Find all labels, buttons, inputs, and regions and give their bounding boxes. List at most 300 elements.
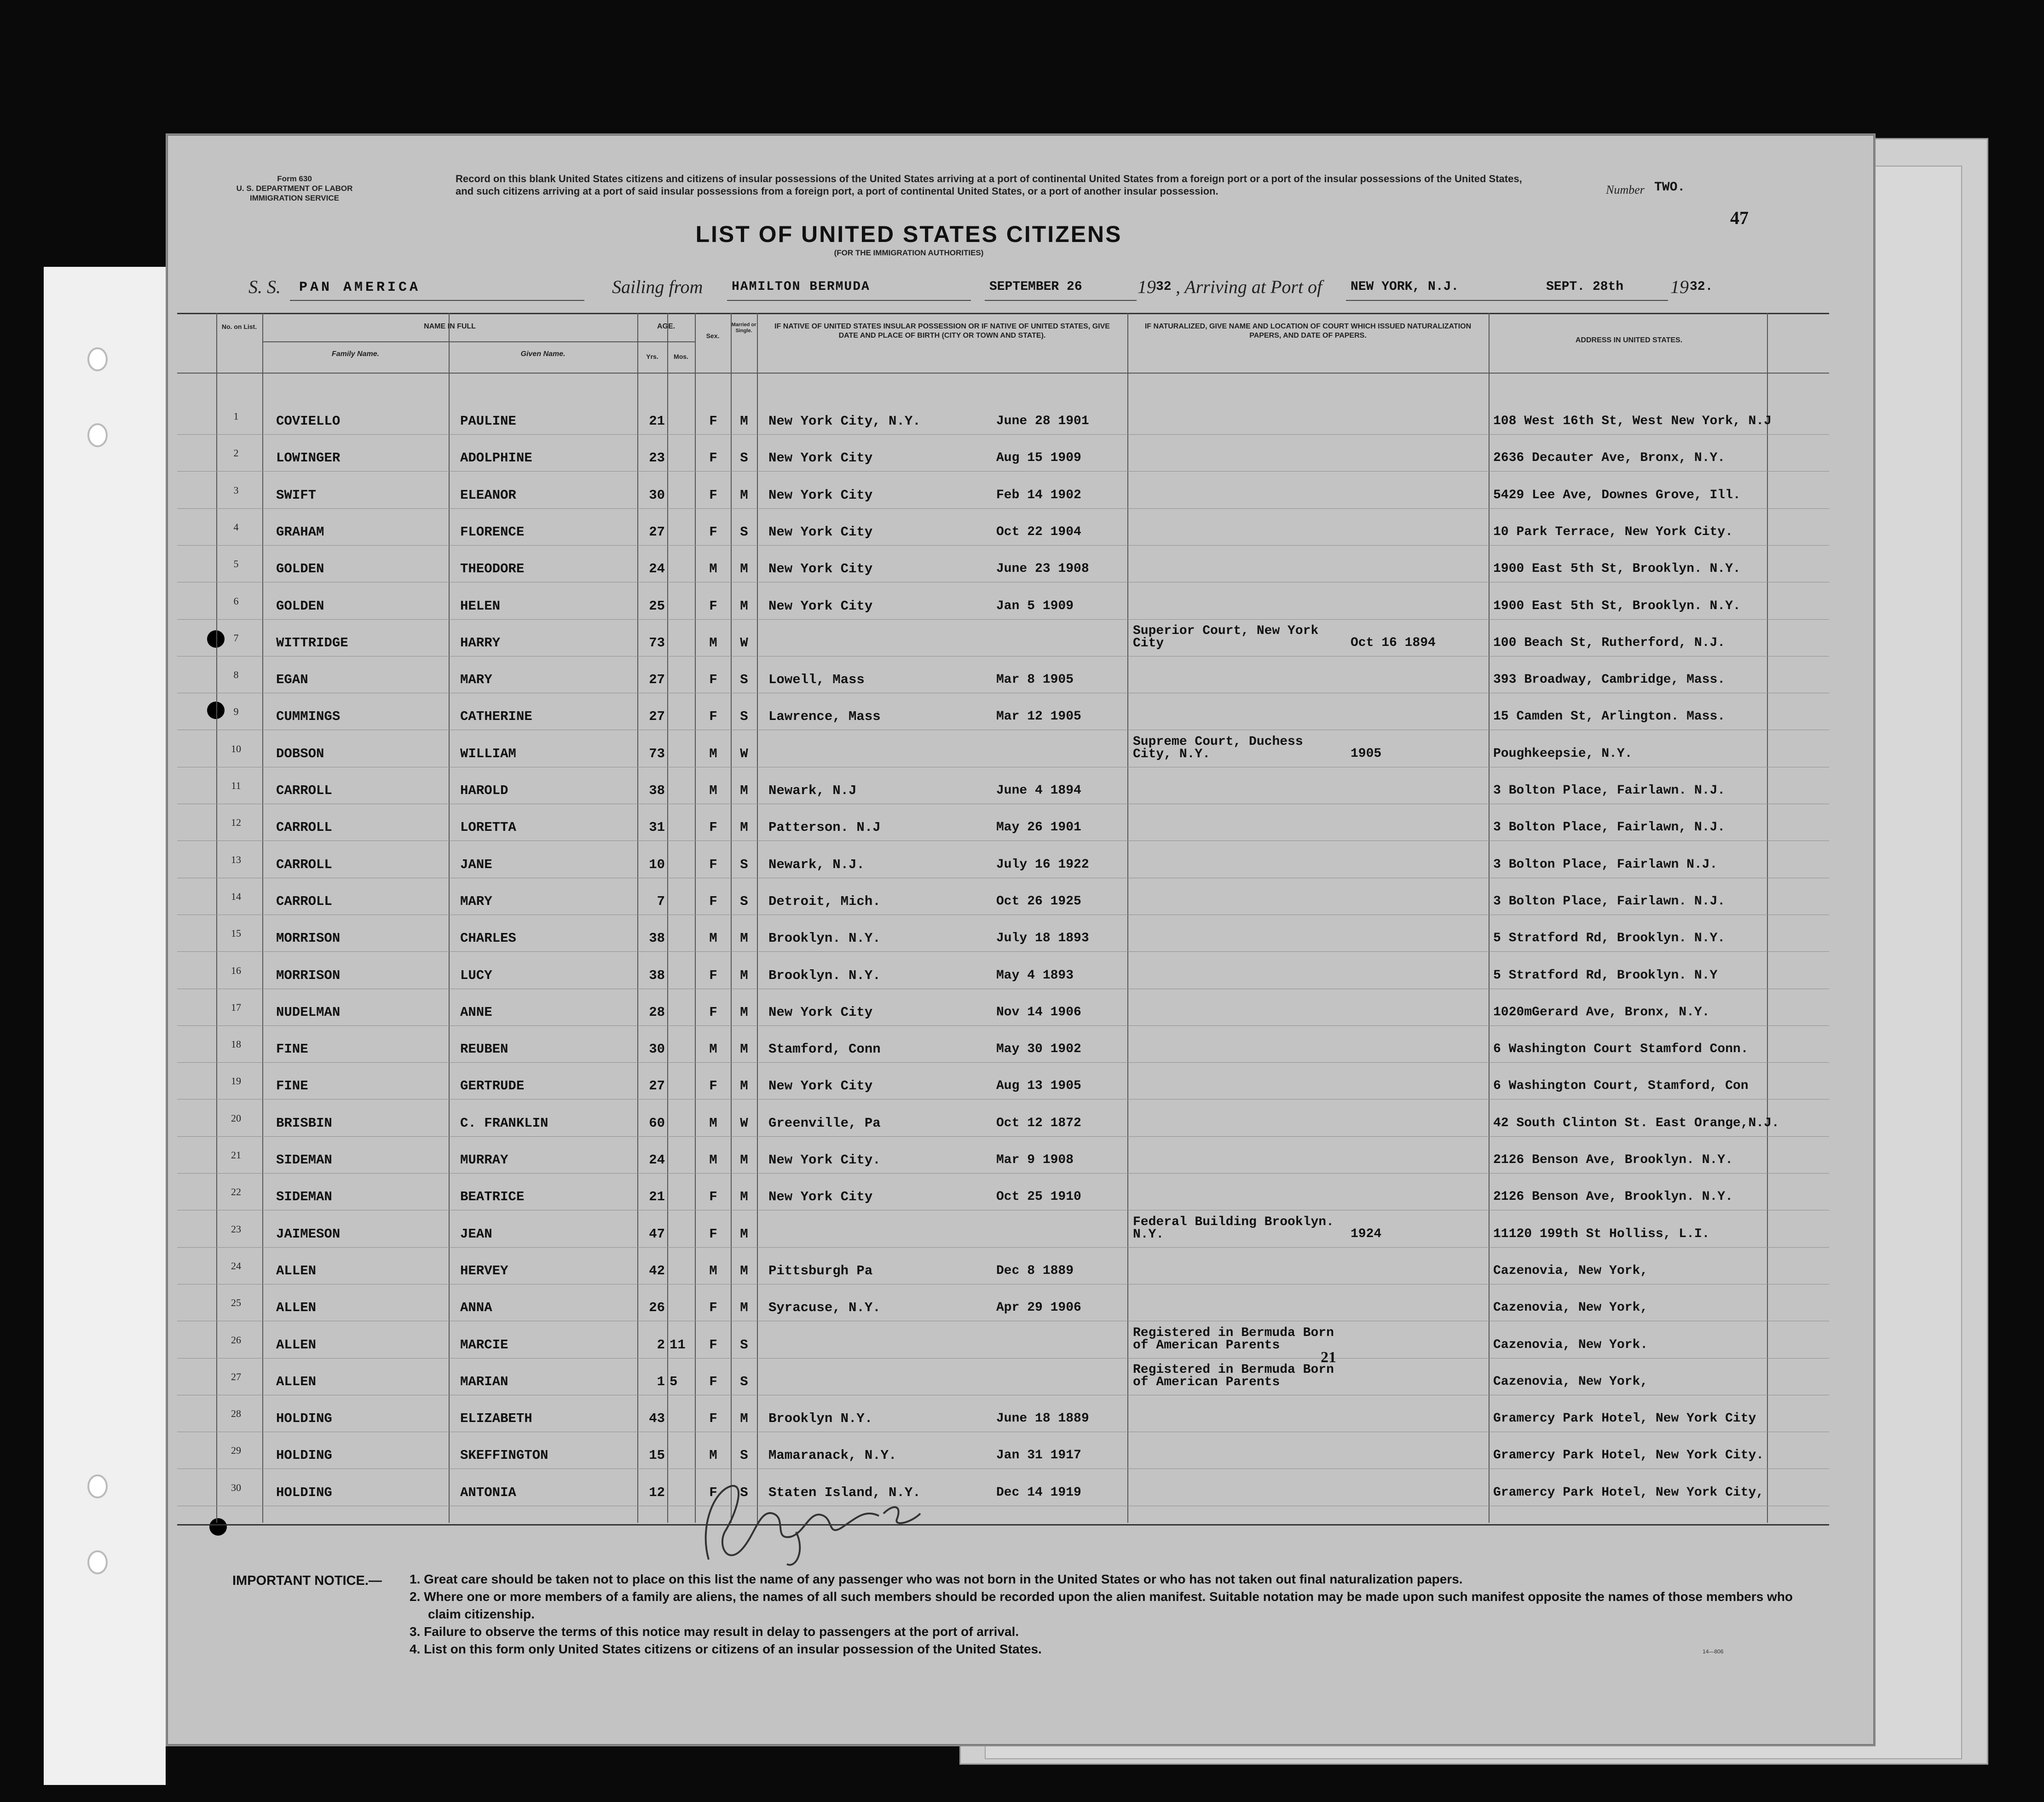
sex: M (709, 1448, 717, 1463)
age-years: 21 (649, 414, 665, 429)
binder-hole (87, 347, 108, 371)
family-name: ALLEN (276, 1374, 317, 1389)
age-years: 25 (649, 598, 665, 614)
family-name: HOLDING (276, 1448, 332, 1463)
birth-place: New York City (768, 1004, 873, 1020)
sex: F (709, 1226, 717, 1242)
given-name: ELEANOR (460, 487, 516, 503)
row-number: 23 (231, 1223, 241, 1235)
address: Cazenovia, New York, (1493, 1374, 1648, 1389)
family-name: SIDEMAN (276, 1152, 332, 1168)
given-name: GERTRUDE (460, 1078, 525, 1094)
row-number: 13 (231, 853, 241, 865)
address: 2126 Benson Ave, Brooklyn. N.Y. (1493, 1153, 1733, 1167)
birth-date: Oct 22 1904 (996, 524, 1081, 539)
row-number: 15 (231, 927, 241, 939)
naturalization-court: Registered in Bermuda Born of American Parents (1133, 1325, 1334, 1353)
given-name: MURRAY (460, 1152, 508, 1168)
department: U. S. DEPARTMENT OF LABOR (236, 184, 353, 193)
age-months: 11 (670, 1337, 686, 1353)
sex: F (709, 1485, 717, 1500)
binder-hole (87, 1550, 108, 1574)
age-years: 1 (657, 1374, 665, 1389)
given-name: ELIZABETH (460, 1411, 532, 1427)
address: 5 Stratford Rd, Brooklyn. N.Y. (1493, 931, 1726, 946)
row-rule (177, 1247, 1829, 1248)
row-rule (177, 434, 1829, 435)
rule (727, 300, 971, 301)
birth-date: Apr 29 1906 (996, 1301, 1081, 1315)
marital-status: M (740, 598, 748, 614)
row-rule (177, 619, 1829, 620)
age-years: 15 (649, 1448, 665, 1463)
row-number: 14 (231, 890, 241, 902)
naturalization-date: 1905 (1351, 746, 1382, 761)
notice-label: IMPORTANT NOTICE.— (232, 1573, 382, 1588)
age-years: 26 (649, 1300, 665, 1316)
birth-date: May 4 1893 (996, 968, 1074, 983)
address: 1900 East 5th St, Brooklyn. N.Y. (1493, 562, 1741, 576)
row-number: 7 (233, 632, 239, 644)
birth-date: Mar 12 1905 (996, 709, 1081, 724)
header-rule (177, 373, 1829, 374)
row-number: 6 (233, 595, 239, 607)
age-months: 5 (670, 1374, 678, 1389)
column-divider (667, 313, 668, 1523)
sex: F (709, 893, 717, 909)
sex: F (709, 967, 717, 983)
column-divider (1127, 313, 1128, 1523)
birth-place: Patterson. N.J (768, 820, 881, 835)
column-divider (1767, 313, 1768, 1523)
sex: F (709, 1189, 717, 1205)
sex: M (709, 1115, 717, 1131)
marital-status: S (740, 450, 748, 466)
age-years: 10 (649, 857, 665, 872)
column-header-yrs: Yrs. (646, 353, 658, 360)
address: 3 Bolton Place, Fairlawn. N.J. (1493, 783, 1726, 798)
notice-item-3: 3. Failure to observe the terms of this notice may result in delay to passengers at the port of arrival. (410, 1624, 1019, 1639)
family-name: CUMMINGS (276, 709, 341, 725)
age-years: 47 (649, 1226, 665, 1242)
age-years: 27 (649, 1078, 665, 1094)
row-number: 28 (231, 1408, 241, 1420)
given-name: MARCIE (460, 1337, 508, 1353)
given-name: WILLIAM (460, 746, 516, 761)
marital-status: S (740, 672, 748, 688)
naturalization-date: Oct 16 1894 (1351, 635, 1436, 650)
given-name: CHARLES (460, 931, 516, 946)
row-rule (177, 1136, 1829, 1137)
page-number: 47 (1730, 207, 1749, 228)
sex: F (709, 1300, 717, 1316)
given-name: JANE (460, 857, 492, 872)
family-name: ALLEN (276, 1337, 317, 1353)
marital-status: S (740, 524, 748, 540)
birth-place: New York City (768, 561, 873, 577)
given-name: MARY (460, 672, 492, 688)
row-rule (177, 1099, 1829, 1100)
marital-status: W (740, 1115, 748, 1131)
birth-date: Mar 9 1908 (996, 1153, 1074, 1167)
address: 6 Washington Court, Stamford, Con (1493, 1079, 1749, 1094)
family-name: CARROLL (276, 820, 332, 835)
birth-place: New York City (768, 487, 873, 503)
birth-place: Stamford, Conn (768, 1042, 881, 1057)
family-name: CARROLL (276, 783, 332, 798)
address: 100 Beach St, Rutherford, N.J. (1493, 635, 1726, 650)
marital-status: M (740, 561, 748, 577)
address: 11120 199th St Holliss, L.I. (1493, 1226, 1710, 1241)
rule (290, 300, 584, 301)
sex: M (709, 1263, 717, 1278)
column-header-marital: Married or Single. (731, 322, 756, 334)
column-header-no: No. on List. (221, 323, 257, 330)
sailing-from-label: Sailing from (612, 276, 703, 297)
birth-date: Jan 5 1909 (996, 599, 1074, 613)
row-number: 10 (231, 743, 241, 754)
row-number: 27 (231, 1370, 241, 1382)
marital-status: S (740, 1485, 748, 1500)
naturalization-date: 1924 (1351, 1226, 1382, 1241)
column-divider (757, 313, 758, 1523)
marital-status: M (740, 1189, 748, 1205)
given-name: LUCY (460, 967, 492, 983)
naturalization-court: Registered in Bermuda Born of American Parents (1133, 1362, 1334, 1389)
sex: F (709, 414, 717, 429)
sex: F (709, 857, 717, 872)
row-number: 1 (233, 410, 239, 422)
row-number: 29 (231, 1445, 241, 1457)
column-divider (216, 313, 217, 1523)
sex: M (709, 746, 717, 761)
birth-date: Nov 14 1906 (996, 1005, 1081, 1019)
birth-place: Newark, N.J (768, 783, 857, 798)
given-name: ANNE (460, 1004, 492, 1020)
year-prefix: 19 (1137, 276, 1156, 297)
family-name: HOLDING (276, 1485, 332, 1500)
arrival-date: SEPT. 28th (1546, 280, 1624, 294)
column-header-sex: Sex. (706, 332, 720, 340)
marital-status: M (740, 1300, 748, 1316)
arriving-label: , Arriving at Port of (1176, 276, 1322, 297)
marital-status: S (740, 893, 748, 909)
birth-place: Staten Island, N.Y. (768, 1485, 921, 1500)
birth-place: Pittsburgh Pa (768, 1263, 873, 1278)
given-name: MARIAN (460, 1374, 508, 1389)
handwritten-signature (681, 1472, 939, 1573)
column-divider (695, 313, 696, 1523)
print-code: 14—806 (1703, 1648, 1724, 1655)
given-name: HELEN (460, 598, 501, 614)
column-header-birth: IF NATIVE OF UNITED STATES INSULAR POSSESSION OR IF NATIVE OF UNITED STATES, GIVE DATE AND PLACE OF BIRTH (CITY OR TOWN AND STATE). (774, 322, 1110, 340)
birth-place: New York City (768, 1189, 873, 1205)
family-name: HOLDING (276, 1411, 332, 1427)
age-years: 27 (649, 709, 665, 725)
row-number: 18 (231, 1038, 241, 1050)
family-name: DOBSON (276, 746, 324, 761)
age-years: 12 (649, 1485, 665, 1500)
marital-status: M (740, 783, 748, 798)
birth-date: May 26 1901 (996, 820, 1081, 835)
age-years: 30 (649, 1042, 665, 1057)
notice-item-2: 2. Where one or more members of a family are aliens, the names of all such members should be recorded upon the alien manifest. Suitable notation may be made upon such manifest opposite the names of those members who claim citizenship. (410, 1589, 1793, 1621)
binder-hole (87, 1474, 108, 1498)
row-rule (177, 1025, 1829, 1026)
marital-status: M (740, 1152, 748, 1168)
sex: M (709, 931, 717, 946)
address: 5 Stratford Rd, Brooklyn. N.Y (1493, 968, 1718, 983)
form-identifier (221, 174, 368, 203)
marital-status: M (740, 1078, 748, 1094)
row-number: 8 (233, 669, 239, 681)
age-years: 42 (649, 1263, 665, 1278)
birth-date: Oct 26 1925 (996, 894, 1081, 909)
row-rule (177, 545, 1829, 546)
annotation: 21 (1321, 1349, 1336, 1366)
birth-date: Oct 12 1872 (996, 1116, 1081, 1130)
family-name: GOLDEN (276, 561, 324, 577)
sex: F (709, 487, 717, 503)
row-number: 12 (231, 817, 241, 829)
address: 1020mGerard Ave, Bronx, N.Y. (1493, 1005, 1710, 1019)
rule (985, 300, 1137, 301)
birth-date: May 30 1902 (996, 1042, 1081, 1057)
age-years: 73 (649, 635, 665, 651)
age-years: 38 (649, 783, 665, 798)
row-number: 20 (231, 1112, 241, 1124)
row-number: 30 (231, 1481, 241, 1493)
given-name: HARRY (460, 635, 501, 651)
sex: F (709, 709, 717, 725)
birth-date: July 18 1893 (996, 931, 1089, 946)
birth-place: New York City, N.Y. (768, 414, 921, 429)
naturalization-court: Federal Building Brooklyn. N.Y. (1133, 1215, 1334, 1242)
age-years: 38 (649, 931, 665, 946)
family-name: GOLDEN (276, 598, 324, 614)
header-rule (637, 341, 695, 342)
birth-place: Greenville, Pa (768, 1115, 881, 1131)
birth-place: Brooklyn. N.Y. (768, 931, 881, 946)
notice-item-4: 4. List on this form only United States citizens or citizens of an insular possession of the United States. (410, 1642, 1042, 1656)
age-years: 60 (649, 1115, 665, 1131)
birth-place: Syracuse, N.Y. (768, 1300, 881, 1316)
rule (1346, 300, 1668, 301)
column-divider (1489, 313, 1490, 1523)
family-name: GRAHAM (276, 524, 324, 540)
year-suffix: 32. (1690, 280, 1713, 294)
family-name: ALLEN (276, 1300, 317, 1316)
sex: M (709, 561, 717, 577)
given-name: FLORENCE (460, 524, 525, 540)
age-years: 7 (657, 893, 665, 909)
address: Cazenovia, New York, (1493, 1263, 1648, 1278)
age-years: 21 (649, 1189, 665, 1205)
birth-place: New York City. (768, 1152, 881, 1168)
given-name: ANNA (460, 1300, 492, 1316)
birth-date: July 16 1922 (996, 857, 1089, 872)
birth-place: Brooklyn N.Y. (768, 1411, 873, 1427)
age-years: 38 (649, 967, 665, 983)
birth-date: Oct 25 1910 (996, 1190, 1081, 1204)
age-years: 24 (649, 1152, 665, 1168)
notice-list (410, 1571, 1813, 1658)
marital-status: M (740, 1411, 748, 1427)
address: Cazenovia, New York. (1493, 1337, 1648, 1352)
age-years: 28 (649, 1004, 665, 1020)
year-prefix: 19 (1670, 276, 1689, 297)
marital-status: S (740, 1374, 748, 1389)
column-header-given: Given Name. (520, 350, 566, 358)
family-name: WITTRIDGE (276, 635, 348, 651)
address: Poughkeepsie, N.Y. (1493, 746, 1633, 761)
birth-place: Lowell, Mass (768, 672, 865, 688)
row-number: 17 (231, 1001, 241, 1013)
row-number: 26 (231, 1334, 241, 1346)
sex: F (709, 1004, 717, 1020)
address: 15 Camden St, Arlington. Mass. (1493, 709, 1726, 724)
birth-date: Aug 15 1909 (996, 451, 1081, 466)
marital-status: S (740, 1448, 748, 1463)
family-name: EGAN (276, 672, 308, 688)
given-name: MARY (460, 893, 492, 909)
marital-status: M (740, 1042, 748, 1057)
naturalization-court: Superior Court, New York City (1133, 623, 1319, 651)
row-number: 21 (231, 1149, 241, 1161)
sex: M (709, 635, 717, 651)
given-name: HERVEY (460, 1263, 508, 1278)
birth-date: June 18 1889 (996, 1411, 1089, 1426)
address: 108 West 16th St, West New York, N.J (1493, 414, 1772, 428)
birth-place: Brooklyn. N.Y. (768, 967, 881, 983)
marital-status: M (740, 820, 748, 835)
family-name: SWIFT (276, 487, 317, 503)
address: 393 Broadway, Cambridge, Mass. (1493, 673, 1726, 687)
family-name: BRISBIN (276, 1115, 332, 1131)
birth-date: Feb 14 1902 (996, 488, 1081, 502)
family-name: NUDELMAN (276, 1004, 341, 1020)
sex: F (709, 450, 717, 466)
row-number: 4 (233, 521, 239, 533)
departure-date: SEPTEMBER 26 (989, 280, 1082, 294)
given-name: C. FRANKLIN (460, 1115, 549, 1131)
age-years: 27 (649, 672, 665, 688)
age-years: 23 (649, 450, 665, 466)
birth-place: Mamaranack, N.Y. (768, 1448, 897, 1463)
number-value: TWO. (1654, 180, 1686, 195)
page-subtitle: (FOR THE IMMIGRATION AUTHORITIES) (834, 248, 984, 257)
family-name: COVIELLO (276, 414, 341, 429)
sex: M (709, 1152, 717, 1168)
column-header-name: NAME IN FULL (424, 322, 476, 330)
page-title: LIST OF UNITED STATES CITIZENS (695, 221, 1122, 247)
row-number: 25 (231, 1297, 241, 1309)
row-rule (177, 471, 1829, 472)
marital-status: M (740, 1263, 748, 1278)
age-years: 30 (649, 487, 665, 503)
address: 3 Bolton Place, Fairlawn. N.J. (1493, 894, 1726, 909)
column-header-mos: Mos. (674, 353, 688, 360)
marital-status: W (740, 746, 748, 761)
marital-status: M (740, 931, 748, 946)
sex: F (709, 1374, 717, 1389)
column-header-naturalization: IF NATURALIZED, GIVE NAME AND LOCATION OF COURT WHICH ISSUED NATURALIZATION PAPERS, AND DATE OF PAPERS. (1144, 322, 1472, 340)
address: 6 Washington Court Stamford Conn. (1493, 1042, 1749, 1057)
naturalization-court: Supreme Court, Duchess City, N.Y. (1133, 734, 1303, 761)
column-divider (449, 313, 450, 1523)
row-number: 2 (233, 447, 239, 459)
sex: M (709, 1042, 717, 1057)
birth-place: New York City (768, 1078, 873, 1094)
family-name: MORRISON (276, 931, 341, 946)
column-header-age: AGE. (657, 322, 676, 330)
address: 10 Park Terrace, New York City. (1493, 524, 1733, 539)
marital-status: M (740, 1226, 748, 1242)
age-years: 2 (657, 1337, 665, 1353)
address: 42 South Clinton St. East Orange,N.J. (1493, 1116, 1779, 1130)
given-name: HAROLD (460, 783, 508, 798)
address: Cazenovia, New York, (1493, 1301, 1648, 1315)
family-name: LOWINGER (276, 450, 341, 466)
birth-place: New York City (768, 524, 873, 540)
age-years: 27 (649, 524, 665, 540)
given-name: LORETTA (460, 820, 516, 835)
binder-hole (87, 423, 108, 447)
row-number: 19 (231, 1075, 241, 1087)
row-rule (177, 1358, 1829, 1359)
birth-place: Lawrence, Mass (768, 709, 881, 725)
address: 2636 Decauter Ave, Bronx, N.Y. (1493, 451, 1726, 466)
given-name: CATHERINE (460, 709, 532, 725)
birth-date: Jan 31 1917 (996, 1448, 1081, 1463)
column-header-family: Family Name. (331, 350, 380, 358)
ship-name: PAN AMERICA (299, 280, 421, 295)
sex: F (709, 524, 717, 540)
form-number: Form 630 (277, 174, 312, 183)
address: 1900 East 5th St, Brooklyn. N.Y. (1493, 599, 1741, 613)
family-name: FINE (276, 1042, 308, 1057)
birth-date: June 28 1901 (996, 414, 1089, 428)
row-number: 11 (231, 780, 241, 791)
given-name: ADOLPHINE (460, 450, 532, 466)
sex: F (709, 1337, 717, 1353)
given-name: PAULINE (460, 414, 516, 429)
family-name: ALLEN (276, 1263, 317, 1278)
given-name: SKEFFINGTON (460, 1448, 549, 1463)
address: Gramercy Park Hotel, New York City. (1493, 1448, 1764, 1463)
address: 3 Bolton Place, Fairlawn N.J. (1493, 857, 1718, 872)
year-suffix: 32 (1156, 280, 1172, 294)
family-name: CARROLL (276, 893, 332, 909)
column-divider (262, 313, 263, 1523)
birth-date: June 4 1894 (996, 783, 1081, 798)
row-number: 9 (233, 706, 239, 718)
service: IMMIGRATION SERVICE (250, 194, 339, 202)
arrival-port: NEW YORK, N.J. (1351, 280, 1459, 294)
sex: F (709, 672, 717, 688)
sex: F (709, 598, 717, 614)
sex: F (709, 1078, 717, 1094)
marital-status: W (740, 635, 748, 651)
marital-status: M (740, 414, 748, 429)
address: 3 Bolton Place, Fairlawn, N.J. (1493, 820, 1726, 835)
marital-status: S (740, 709, 748, 725)
marital-status: M (740, 967, 748, 983)
given-name: ANTONIA (460, 1485, 516, 1500)
given-name: REUBEN (460, 1042, 508, 1057)
marital-status: M (740, 1004, 748, 1020)
sex: F (709, 1411, 717, 1427)
